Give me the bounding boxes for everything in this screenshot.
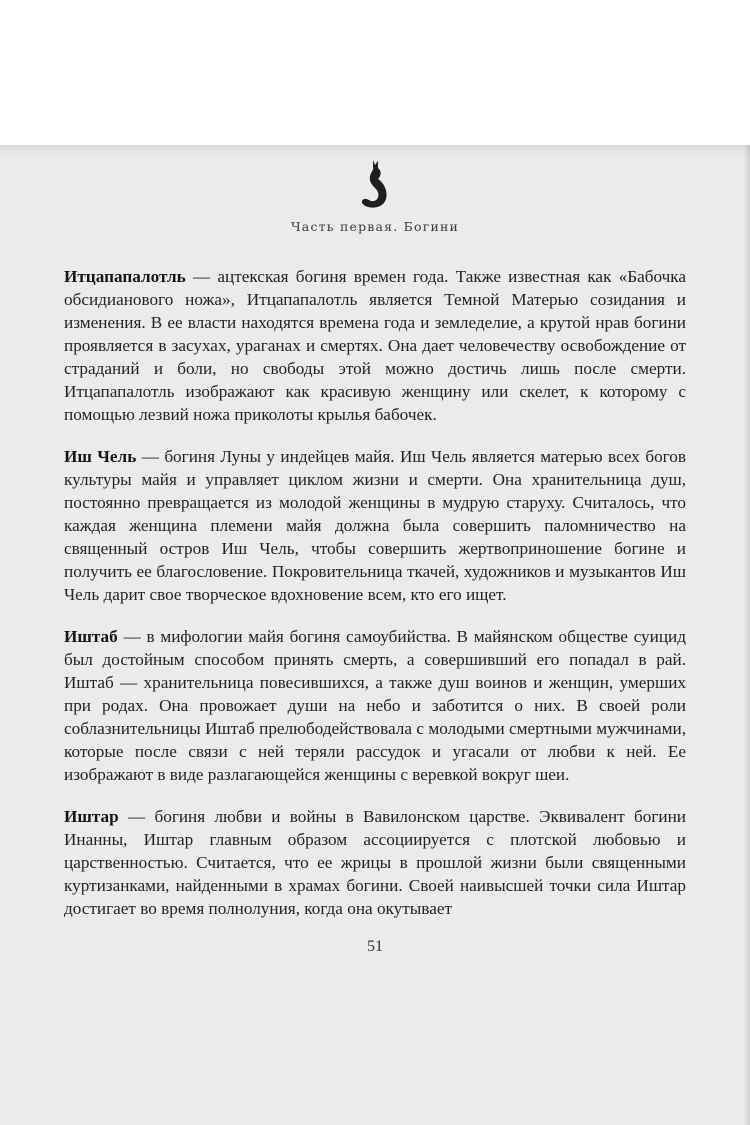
running-head: Часть первая. Богини bbox=[290, 219, 460, 234]
page-edge-shadow bbox=[744, 145, 750, 1125]
page-number: 51 bbox=[367, 938, 383, 955]
entry-text: — ацтекская богиня времен года. Также известная как «Бабочка обсидианового ножа», Итцапапалотль является Темной Матерью созидания и изменения. В ее власти находятся времена года и земледелие, а крутой нрав богини проявляется в засухах, ураганах и смертях. Она дает человечеству освобождение от страданий и боли, но свободы этой можно достичь лишь после смерти. Итцапапалотль изображают как красивую женщину или скелет, к которому с помощью лезвий ножа приколоты крылья бабочек. bbox=[64, 267, 686, 424]
entry-ishtar bbox=[64, 805, 686, 920]
entry-text: — богиня любви и войны в Вавилонском царстве. Эквивалент богини Инанны, Иштар главным образом ассоциируется с плотской любовью и царственностью. Считается, что ее жрицы в прошлой жизни были священными куртизанками, найденными в храмах богини. Своей наивысшей точки сила Иштар достигает во время полнолуния, когда она окутывает bbox=[64, 807, 686, 918]
entry-term: Итцапапалотль bbox=[64, 267, 186, 286]
entry-term: Иштар bbox=[64, 807, 119, 826]
entry-text: — в мифологии майя богиня самоубийства. В майянском обществе суицид был достойным способом принять смерть, а совершивший его попадал в рай. Иштаб — хранительница повесившихся, а также душ воинов и женщин, умерших при родах. Она провожает души на небо и заботится о них. В своей роли соблазнительницы Иштаб прелюбодействовала с молодыми смертными мужчинами, которые после связи с ней теряли рассудок и угасали от любви к ней. Ее изображают в виде разлагающейся женщины с веревкой вокруг шеи. bbox=[64, 627, 686, 784]
entry-ixchel bbox=[64, 445, 686, 606]
cat-silhouette-icon bbox=[356, 158, 392, 210]
entry-term: Иштаб bbox=[64, 627, 118, 646]
entry-itzpapalotl bbox=[64, 265, 686, 426]
entry-text: — богиня Луны у индейцев майя. Иш Чель является матерью всех богов культуры майя и управляет циклом жизни и смерти. Она хранительница душ, постоянно превращается из молодой женщины в мудрую старуху. Считалось, что каждая женщина племени майя должна была совершить паломничество на священный остров Иш Чель, чтобы совершить жертвоприношение богине и получить ее благословение. Покровительница ткачей, художников и музыкантов Иш Чель дарит свое творческое вдохновение всем, кто его ищет. bbox=[64, 447, 686, 604]
entry-term: Иш Чель bbox=[64, 447, 137, 466]
entry-ixtab bbox=[64, 625, 686, 786]
glossary-entries bbox=[64, 265, 686, 939]
